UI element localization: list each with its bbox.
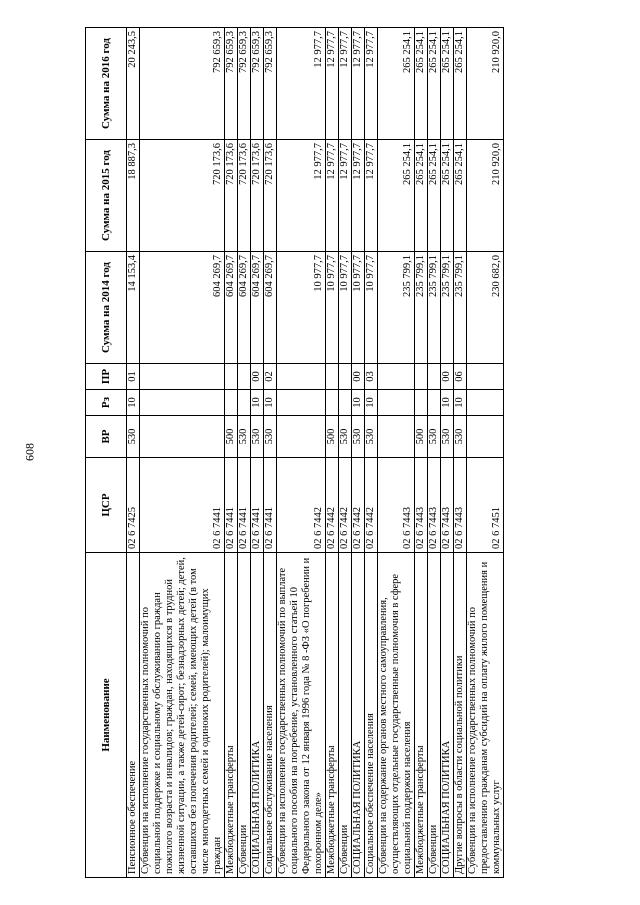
cell-vr: 530 — [365, 416, 378, 458]
cell-sum-2015: 18 887,3 — [127, 140, 140, 252]
header-csr: ЦСР — [86, 458, 127, 553]
cell-vr: 500 — [326, 416, 339, 458]
table-row — [238, 28, 251, 878]
cell-sum-2016: 12 977,7 — [365, 28, 378, 140]
header-sum-2016: Сумма на 2016 год — [86, 28, 127, 140]
cell-sum-2016: 792 659,3 — [225, 28, 238, 140]
header-name: Наименование — [86, 553, 127, 878]
cell-sum-2016: 792 659,3 — [251, 28, 264, 140]
cell-csr: 02 6 7443 — [415, 458, 428, 553]
table-row — [378, 28, 415, 878]
cell-sum-2014: 235 799,1 — [378, 252, 415, 364]
cell-rz: 10 — [251, 390, 264, 416]
cell-pr — [467, 364, 504, 390]
cell-csr: 02 6 7442 — [277, 458, 326, 553]
cell-csr: 02 6 7441 — [225, 458, 238, 553]
cell-vr: 530 — [238, 416, 251, 458]
table-row — [467, 28, 504, 878]
cell-rz — [140, 390, 225, 416]
cell-rz — [225, 390, 238, 416]
cell-csr: 02 6 7442 — [326, 458, 339, 553]
header-sum-2014: Сумма на 2014 год — [86, 252, 127, 364]
cell-csr: 02 6 7441 — [238, 458, 251, 553]
cell-sum-2016: 265 254,1 — [441, 28, 454, 140]
cell-vr — [467, 416, 504, 458]
cell-pr: 00 — [441, 364, 454, 390]
cell-pr: 00 — [251, 364, 264, 390]
cell-name: Субвенции — [339, 553, 352, 878]
cell-sum-2015: 12 977,7 — [365, 140, 378, 252]
cell-name: СОЦИАЛЬНАЯ ПОЛИТИКА — [352, 553, 365, 878]
cell-name: СОЦИАЛЬНАЯ ПОЛИТИКА — [251, 553, 264, 878]
table-row — [352, 28, 365, 878]
cell-name: Субвенции на исполнение государственных полномочий по социальной поддержке и социальному обслуживанию граждан пожилого возраста и инвалидов; граждан, находящихся в трудной жизненной ситуации, а также детей-сирот; безнадзорных детей; детей, оставшихся без попечения родителей; семей, имеющих детей (в том числе многодетных семей и одиноких родителей); малоимущих граждан — [140, 553, 225, 878]
cell-rz — [415, 390, 428, 416]
table-row — [225, 28, 238, 878]
cell-pr — [238, 364, 251, 390]
cell-vr: 530 — [352, 416, 365, 458]
cell-pr — [326, 364, 339, 390]
cell-sum-2014: 10 977,7 — [365, 252, 378, 364]
header-vr: ВР — [86, 416, 127, 458]
cell-name: Социальное обеспечение населения — [365, 553, 378, 878]
cell-name: Субвенции — [428, 553, 441, 878]
cell-csr: 02 6 7441 — [140, 458, 225, 553]
cell-pr — [378, 364, 415, 390]
cell-sum-2014: 235 799,1 — [415, 252, 428, 364]
cell-pr: 01 — [127, 364, 140, 390]
cell-name: Субвенции на исполнение государственных полномочий по предоставлению гражданам субсидий на оплату жилого помещения и коммунальных услуг — [467, 553, 504, 878]
cell-csr: 02 6 7442 — [352, 458, 365, 553]
cell-sum-2016: 12 977,7 — [326, 28, 339, 140]
cell-rz — [378, 390, 415, 416]
cell-rz — [238, 390, 251, 416]
cell-pr: 03 — [365, 364, 378, 390]
table-row — [415, 28, 428, 878]
cell-sum-2015: 265 254,1 — [428, 140, 441, 252]
cell-rz: 10 — [264, 390, 277, 416]
cell-sum-2016: 792 659,3 — [264, 28, 277, 140]
cell-vr: 530 — [251, 416, 264, 458]
header-sum-2015: Сумма на 2015 год — [86, 140, 127, 252]
cell-rz: 10 — [365, 390, 378, 416]
cell-sum-2014: 230 682,0 — [467, 252, 504, 364]
cell-name: Субвенции на содержание органов местного самоуправления, осуществляющих отдельные государственные полномочия в сфере социальной поддержки населения — [378, 553, 415, 878]
cell-name: Субвенции — [238, 553, 251, 878]
cell-vr: 530 — [264, 416, 277, 458]
cell-vr: 500 — [415, 416, 428, 458]
table-row — [441, 28, 454, 878]
table-row — [140, 28, 225, 878]
cell-sum-2015: 210 920,0 — [467, 140, 504, 252]
cell-sum-2016: 265 254,1 — [428, 28, 441, 140]
table-header-row — [86, 28, 127, 878]
cell-vr — [277, 416, 326, 458]
table-row — [264, 28, 277, 878]
cell-csr: 02 6 7442 — [365, 458, 378, 553]
cell-sum-2014: 10 977,7 — [339, 252, 352, 364]
cell-vr: 530 — [454, 416, 467, 458]
cell-sum-2015: 720 173,6 — [251, 140, 264, 252]
cell-pr — [277, 364, 326, 390]
cell-csr: 02 6 7425 — [127, 458, 140, 553]
cell-rz: 10 — [127, 390, 140, 416]
cell-rz: 10 — [454, 390, 467, 416]
cell-csr: 02 6 7451 — [467, 458, 504, 553]
cell-sum-2015: 265 254,1 — [415, 140, 428, 252]
cell-name: Межбюджетные трансферты — [415, 553, 428, 878]
cell-vr: 530 — [428, 416, 441, 458]
cell-sum-2014: 235 799,1 — [428, 252, 441, 364]
cell-pr: 00 — [352, 364, 365, 390]
cell-sum-2016: 265 254,1 — [378, 28, 415, 140]
cell-sum-2015: 720 173,6 — [238, 140, 251, 252]
cell-csr: 02 6 7443 — [454, 458, 467, 553]
cell-rz — [467, 390, 504, 416]
cell-csr: 02 6 7441 — [251, 458, 264, 553]
cell-sum-2015: 720 173,6 — [225, 140, 238, 252]
cell-vr — [378, 416, 415, 458]
cell-sum-2016: 20 243,5 — [127, 28, 140, 140]
cell-sum-2014: 10 977,7 — [326, 252, 339, 364]
budget-table — [85, 27, 504, 878]
cell-vr: 530 — [339, 416, 352, 458]
cell-pr: 06 — [454, 364, 467, 390]
cell-rz — [277, 390, 326, 416]
cell-sum-2014: 604 269,7 — [238, 252, 251, 364]
header-pr: ПР — [86, 364, 127, 390]
cell-sum-2014: 14 153,4 — [127, 252, 140, 364]
table-row — [277, 28, 326, 878]
cell-rz — [428, 390, 441, 416]
cell-pr — [140, 364, 225, 390]
page-number: 608 — [22, 443, 37, 461]
table-row — [251, 28, 264, 878]
cell-name: Межбюджетные трансферты — [326, 553, 339, 878]
cell-sum-2016: 12 977,7 — [352, 28, 365, 140]
cell-sum-2014: 604 269,7 — [251, 252, 264, 364]
table-row — [454, 28, 467, 878]
cell-vr: 530 — [441, 416, 454, 458]
cell-pr — [428, 364, 441, 390]
table-row — [428, 28, 441, 878]
cell-pr — [339, 364, 352, 390]
cell-csr: 02 6 7443 — [441, 458, 454, 553]
cell-sum-2015: 12 977,7 — [352, 140, 365, 252]
table-row — [326, 28, 339, 878]
cell-name: Другие вопросы в области социальной политики — [454, 553, 467, 878]
table-row — [339, 28, 352, 878]
cell-name: Субвенции на исполнение государственных полномочий по выплате социального пособия на погребение, установленного статьей 10 Федерального закона от 12 января 1996 года № 8 -ФЗ «О погребении и похоронном деле» — [277, 553, 326, 878]
cell-sum-2016: 265 254,1 — [415, 28, 428, 140]
cell-csr: 02 6 7443 — [428, 458, 441, 553]
cell-rz — [339, 390, 352, 416]
cell-sum-2015: 720 173,6 — [264, 140, 277, 252]
cell-vr: 500 — [225, 416, 238, 458]
cell-sum-2014: 10 977,7 — [352, 252, 365, 364]
cell-vr — [140, 416, 225, 458]
cell-sum-2014: 604 269,7 — [140, 252, 225, 364]
cell-sum-2015: 12 977,7 — [277, 140, 326, 252]
cell-sum-2015: 265 254,1 — [454, 140, 467, 252]
cell-sum-2015: 12 977,7 — [326, 140, 339, 252]
cell-pr: 02 — [264, 364, 277, 390]
cell-sum-2016: 792 659,3 — [238, 28, 251, 140]
cell-sum-2014: 604 269,7 — [225, 252, 238, 364]
cell-rz — [326, 390, 339, 416]
cell-name: Межбюджетные трансферты — [225, 553, 238, 878]
cell-rz: 10 — [441, 390, 454, 416]
cell-sum-2015: 265 254,1 — [441, 140, 454, 252]
cell-name: СОЦИАЛЬНАЯ ПОЛИТИКА — [441, 553, 454, 878]
rotated-table-wrapper — [85, 28, 555, 878]
table-row — [365, 28, 378, 878]
cell-rz: 10 — [352, 390, 365, 416]
cell-sum-2014: 604 269,7 — [264, 252, 277, 364]
cell-sum-2015: 12 977,7 — [339, 140, 352, 252]
cell-sum-2014: 235 799,1 — [441, 252, 454, 364]
cell-csr: 02 6 7441 — [264, 458, 277, 553]
cell-pr — [225, 364, 238, 390]
cell-sum-2016: 265 254,1 — [454, 28, 467, 140]
cell-sum-2014: 235 799,1 — [454, 252, 467, 364]
cell-pr — [415, 364, 428, 390]
cell-vr: 530 — [127, 416, 140, 458]
cell-csr: 02 6 7442 — [339, 458, 352, 553]
cell-sum-2016: 792 659,3 — [140, 28, 225, 140]
table-row — [127, 28, 140, 878]
cell-name: Пенсионное обеспечение — [127, 553, 140, 878]
cell-sum-2015: 265 254,1 — [378, 140, 415, 252]
cell-sum-2014: 10 977,7 — [277, 252, 326, 364]
cell-csr: 02 6 7443 — [378, 458, 415, 553]
cell-name: Социальное обслуживание населения — [264, 553, 277, 878]
table-body — [127, 28, 504, 878]
header-rz: Рз — [86, 390, 127, 416]
cell-sum-2016: 12 977,7 — [277, 28, 326, 140]
cell-sum-2016: 210 920,0 — [467, 28, 504, 140]
cell-sum-2015: 720 173,6 — [140, 140, 225, 252]
cell-sum-2016: 12 977,7 — [339, 28, 352, 140]
